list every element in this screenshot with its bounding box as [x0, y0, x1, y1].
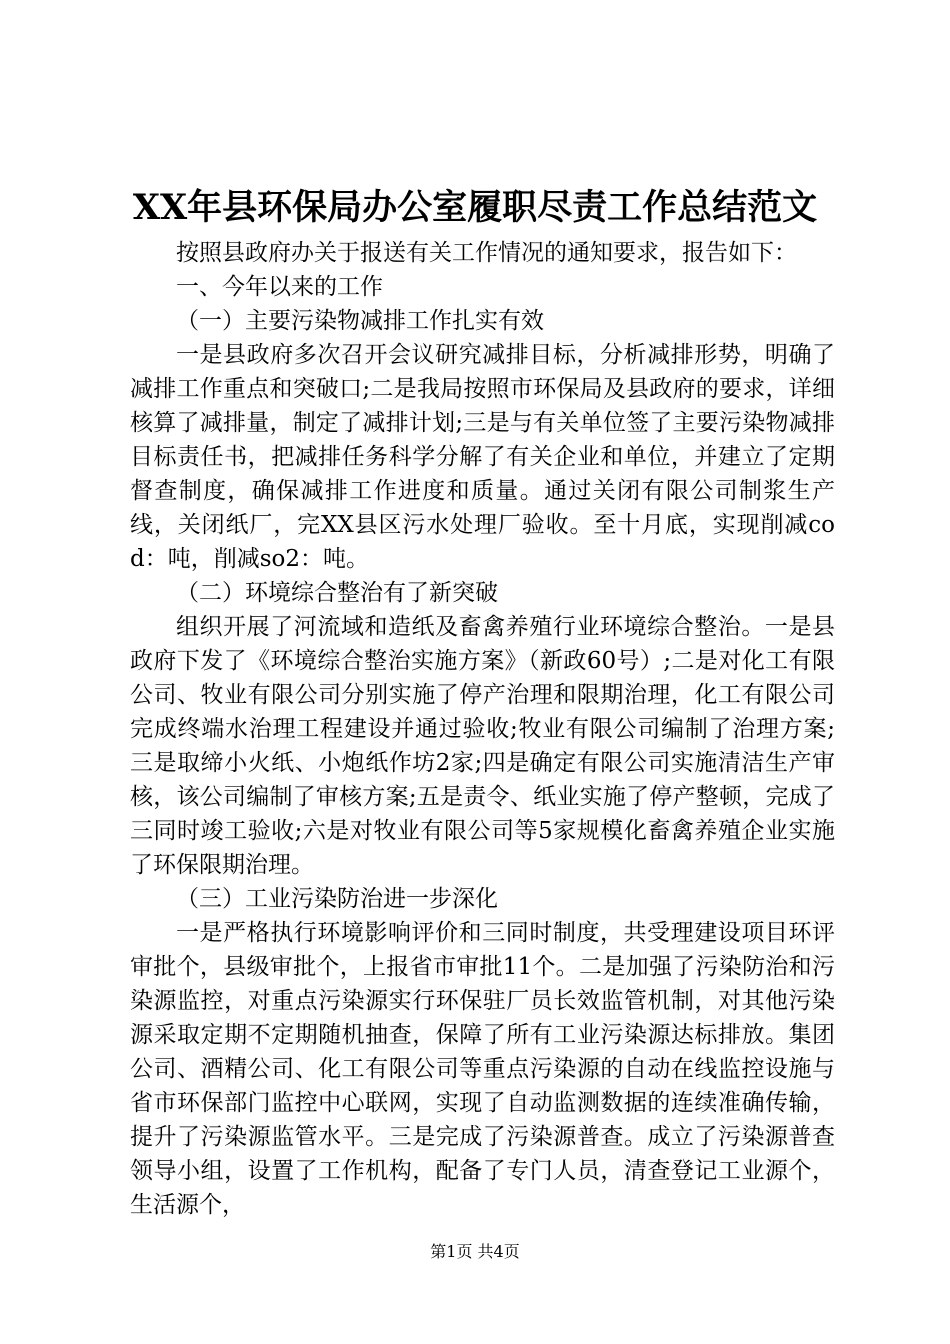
subsection-body-2: 组织开展了河流域和造纸及畜禽养殖行业环境综合整治。一是县政府下发了《环境综合整治实施方案》（新政60号）;二是对化工有限公司、牧业有限公司分别实施了停产治理和限期治理，化工有限公司完成终端水治理工程建设并通过验收;牧业有限公司编制了治理方案;三是取缔小火纸、小炮纸作坊2家;四是确定有限公司实施清洁生产审核，该公司编制了审核方案;五是责令、纸业实施了停产整顿，完成了三同时竣工验收;六是对牧业有限公司等5家规模化畜禽养殖企业实施了环保限期治理。 — [130, 614, 835, 878]
document-title: XX年县环保局办公室履职尽责工作总结范文 — [132, 187, 818, 228]
subsection-body-1: 一是县政府多次召开会议研究减排目标，分析减排形势，明确了减排工作重点和突破口;二是我局按照市环保局及县政府的要求，详细核算了减排量，制定了减排计划;三是与有关单位签了主要污染物减排目标责任书，把减排任务科学分解了有关企业和单位，并建立了定期督查制度，确保减排工作进度和质量。通过关闭有限公司制浆生产线，关闭纸厂，完XX县区污水处理厂验收。至十月底，实现削减cod：吨，削减so2：吨。 — [130, 342, 835, 572]
subsection-heading-2: （二）环境综合整治有了新突破 — [176, 580, 498, 606]
subsection-heading-1: （一）主要污染物减排工作扎实有效 — [176, 308, 544, 334]
subsection-heading-3: （三）工业污染防治进一步深化 — [176, 886, 498, 912]
intro-paragraph: 按照县政府办关于报送有关工作情况的通知要求，报告如下： — [176, 240, 797, 266]
page-footer: 第1页 共4页 — [430, 1242, 520, 1261]
subsection-body-3: 一是严格执行环境影响评价和三同时制度，共受理建设项目环评审批个，县级审批个，上报省市审批11个。二是加强了污染防治和污染源监控，对重点污染源实行环保驻厂员长效监管机制，对其他污染源采取定期不定期随机抽查，保障了所有工业污染源达标排放。集团公司、酒精公司、化工有限公司等重点污染源的自动在线监控设施与省市环保部门监控中心联网，实现了自动监测数据的连续准确传输，提升了污染源监管水平。三是完成了污染源普查。成立了污染源普查领导小组，设置了工作机构，配备了专门人员，清查登记工业源个，生活源个， — [130, 920, 835, 1218]
document-body — [130, 236, 835, 1222]
section-heading: 一、今年以来的工作 — [176, 274, 383, 300]
